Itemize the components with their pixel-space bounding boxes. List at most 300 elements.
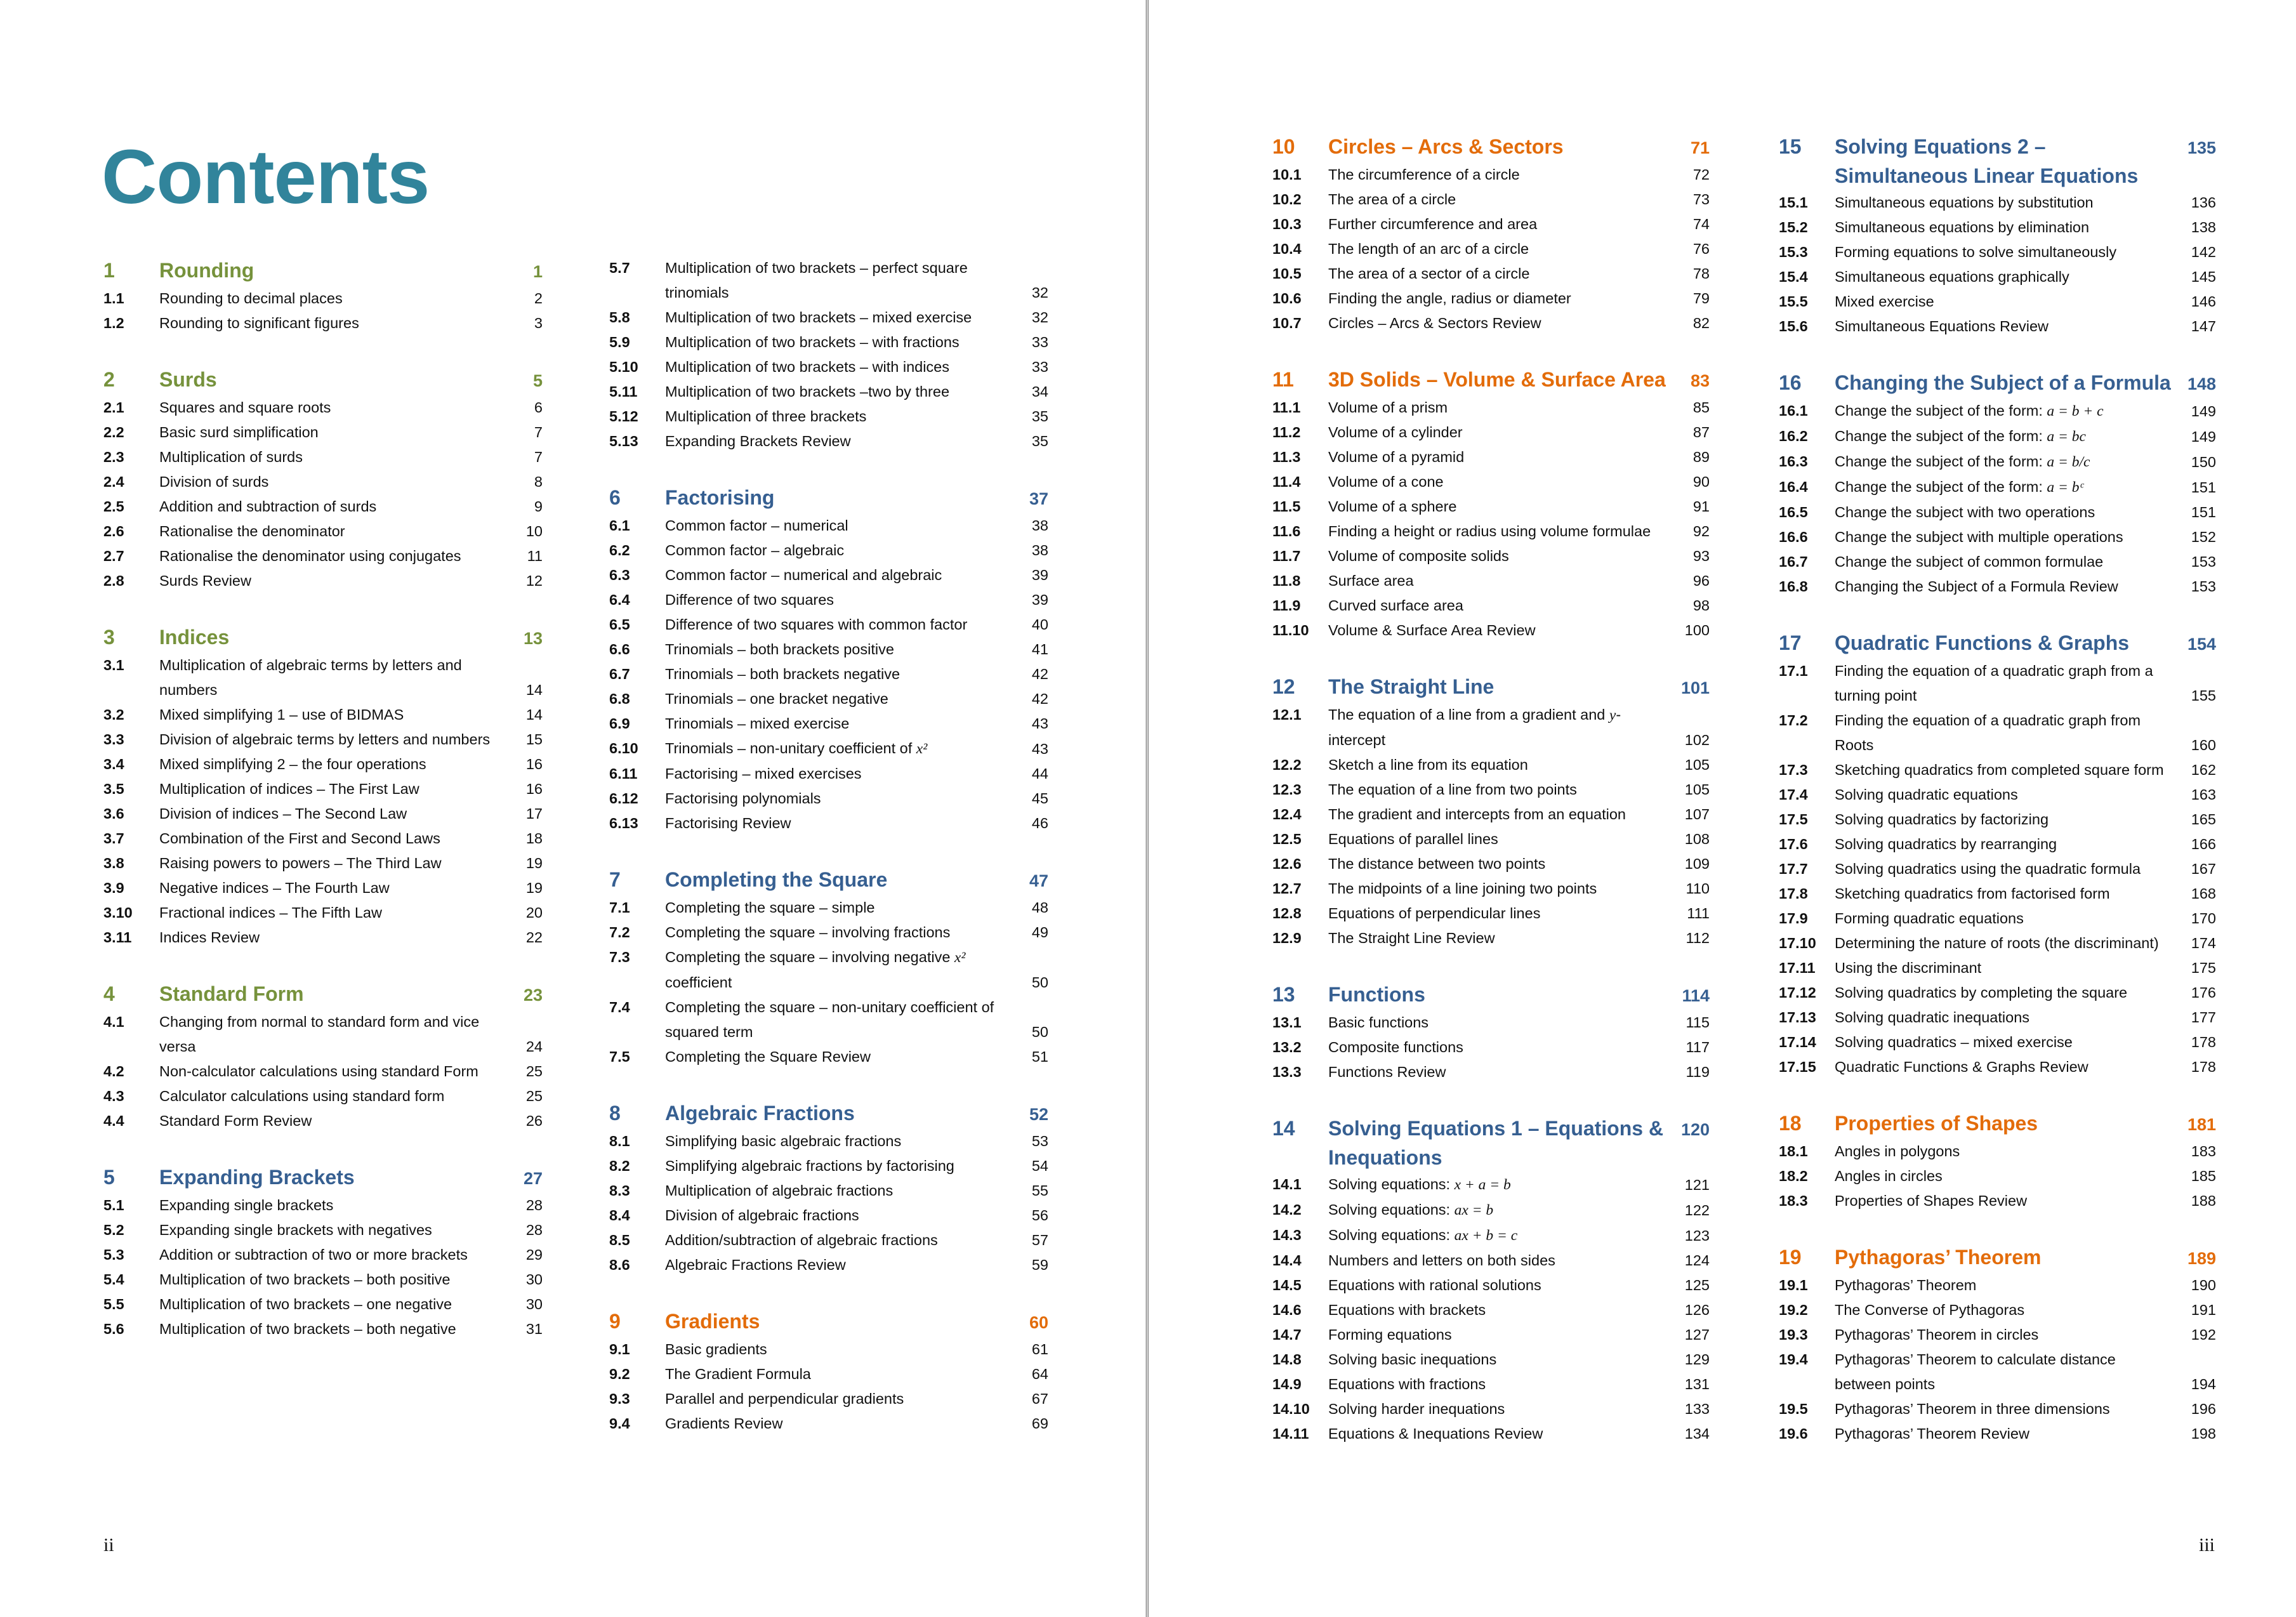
entry-title [665,355,1010,380]
entry-title [1835,190,2178,215]
toc-entry[interactable] [1272,544,1710,569]
toc-entry[interactable] [103,777,543,802]
chapter-heading[interactable] [1272,1114,1710,1172]
toc-entry[interactable] [1272,1422,1710,1446]
toc-entry[interactable] [103,1267,543,1292]
entry-number: 11.2 [1272,424,1301,440]
toc-entry[interactable] [1272,395,1710,420]
chapter-heading[interactable] [609,1307,1048,1337]
entry-title-text: Rounding to decimal places [159,290,343,307]
entry-number: 15.6 [1779,318,1808,334]
toc-entry[interactable] [1779,399,2216,424]
toc-entry[interactable] [1779,1298,2216,1323]
entry-page-number: 11 [527,548,543,564]
chapter-heading[interactable] [609,865,1048,895]
toc-entry[interactable] [609,1129,1048,1154]
entry-title-text: Common factor – algebraic [665,542,845,558]
entry-title-text: Indices Review [159,929,260,946]
chapter-title: Rounding [159,259,254,282]
toc-entry[interactable] [1779,832,2216,857]
entry-title [159,1109,505,1133]
toc-entry[interactable] [609,1154,1048,1178]
toc-entry[interactable] [1779,1422,2216,1446]
entry-number: 4.2 [103,1063,124,1079]
toc-entry[interactable] [103,1109,543,1133]
entry-title-text: Completing the Square Review [665,1048,871,1065]
toc-entry[interactable] [1779,550,2216,574]
toc-entry[interactable] [1779,956,2216,980]
entry-title [1835,906,2178,931]
chapter-heading[interactable] [609,1099,1048,1129]
toc-entry[interactable] [103,420,543,445]
toc-entry[interactable] [1779,289,2216,314]
entry-number: 11.9 [1272,597,1301,614]
toc-entry[interactable] [1779,1397,2216,1422]
toc-entry[interactable] [609,920,1048,945]
entry-title [665,305,1010,330]
entry-title [665,330,1010,355]
toc-entry[interactable] [103,544,543,569]
toc-entry[interactable] [609,786,1048,811]
toc-entry[interactable] [609,637,1048,662]
toc-entry[interactable] [1272,519,1710,544]
entry-title [665,1387,1010,1411]
entry-number: 3.4 [103,756,124,772]
entry-page-number: 100 [1684,622,1710,638]
toc-entry[interactable] [103,876,543,901]
entry-title-text: Multiplication of two brackets – with indices [665,359,950,375]
entry-title [159,1317,505,1342]
chapter-heading[interactable] [103,365,543,395]
toc-entry[interactable] [1272,1298,1710,1323]
entry-page-number: 185 [2191,1168,2216,1184]
entry-number: 6.3 [609,567,630,583]
toc-entry[interactable] [1272,569,1710,593]
toc-entry[interactable] [1272,1372,1710,1397]
entry-page-number: 7 [534,424,543,440]
toc-entry[interactable] [609,305,1048,330]
entry-title-text: Surds Review [159,572,251,589]
toc-entry[interactable] [609,256,1048,305]
entry-page-number: 122 [1684,1202,1710,1218]
toc-entry[interactable] [103,395,543,420]
toc-entry[interactable] [1272,753,1710,777]
entry-title [1328,162,1672,187]
entry-title-text: Raising powers to powers – The Third Law [159,855,442,871]
toc-entry[interactable] [103,1193,543,1218]
toc-entry[interactable] [103,925,543,950]
entry-title [665,945,1010,995]
toc-entry[interactable] [103,311,543,336]
entry-page-number: 42 [1031,666,1048,682]
chapter-heading[interactable] [103,256,543,286]
toc-entry[interactable] [1272,261,1710,286]
toc-entry[interactable] [609,538,1048,563]
entry-number: 14.9 [1272,1376,1302,1392]
chapter-section [103,365,543,593]
toc-entry[interactable] [1779,1164,2216,1189]
toc-entry[interactable] [609,588,1048,612]
entry-title-text: Solving quadratics by completing the square [1835,984,2128,1001]
chapter-heading[interactable] [1779,368,2216,399]
entry-page-number: 54 [1031,1158,1048,1174]
chapter-heading[interactable] [103,623,543,653]
toc-entry[interactable] [609,711,1048,736]
toc-entry[interactable] [1272,593,1710,618]
entry-title [159,777,505,802]
toc-entry[interactable] [609,330,1048,355]
toc-entry[interactable] [1272,445,1710,470]
toc-entry[interactable] [103,703,543,727]
toc-entry[interactable] [1272,1273,1710,1298]
toc-entry[interactable] [103,1243,543,1267]
entry-title-text: Multiplication of surds [159,449,303,465]
toc-entry[interactable] [103,445,543,470]
entry-title [665,1228,1010,1253]
entry-number: 9.2 [609,1366,630,1382]
entry-number: 5.2 [103,1222,124,1238]
toc-entry[interactable] [103,901,543,925]
entry-title [159,519,505,544]
entry-title [159,1243,505,1267]
chapter-title: The Straight Line [1328,675,1494,698]
entry-page-number: 18 [525,830,543,847]
entry-number: 17.4 [1779,786,1808,803]
entry-title [1328,1347,1672,1372]
entry-page-number: 198 [2191,1425,2216,1442]
entry-number: 16.8 [1779,578,1808,595]
entry-page-number: 121 [1684,1177,1710,1193]
toc-entry[interactable] [609,662,1048,687]
chapter-heading[interactable] [1272,672,1710,703]
toc-entry[interactable] [103,1084,543,1109]
toc-entry[interactable] [1779,574,2216,599]
toc-entry[interactable] [1779,881,2216,906]
toc-entry[interactable] [1272,1347,1710,1372]
toc-entry[interactable] [1272,162,1710,187]
chapter-title: Properties of Shapes [1835,1112,2038,1135]
entry-title [1328,1035,1672,1060]
toc-entry[interactable] [1779,500,2216,525]
entry-title-text: Further circumference and area [1328,216,1538,232]
entry-title [665,1178,1010,1203]
toc-entry[interactable] [1779,240,2216,265]
toc-entry[interactable] [1779,475,2216,500]
chapter-section [609,865,1048,1069]
entry-number: 11.3 [1272,449,1301,465]
chapter-heading[interactable] [1272,365,1710,395]
toc-entry[interactable] [1272,286,1710,311]
toc-entry[interactable] [609,895,1048,920]
toc-entry[interactable] [1779,857,2216,881]
entry-title-text: Sketching quadratics from completed square form [1835,762,2164,778]
toc-entry[interactable] [1272,777,1710,802]
toc-entry[interactable] [1272,470,1710,494]
toc-entry[interactable] [1779,1139,2216,1164]
entry-title [159,802,505,826]
toc-entry[interactable] [1272,1035,1710,1060]
chapter-heading[interactable] [609,483,1048,513]
chapter-number: 12 [1272,675,1295,698]
toc-entry[interactable] [609,1253,1048,1277]
toc-entry[interactable] [1272,1323,1710,1347]
toc-entry[interactable] [1779,1055,2216,1079]
toc-entry[interactable] [103,1218,543,1243]
toc-entry[interactable] [103,851,543,876]
entry-page-number: 165 [2191,811,2216,828]
toc-entry[interactable] [1272,1060,1710,1085]
toc-entry[interactable] [1272,1397,1710,1422]
entry-number: 4.3 [103,1088,124,1104]
toc-entry[interactable] [1272,1223,1710,1248]
entry-number: 5.9 [609,334,630,350]
chapter-page-number: 189 [2187,1249,2216,1268]
entry-page-number: 55 [1031,1182,1048,1199]
toc-entry[interactable] [1779,1323,2216,1347]
entry-title [665,1337,1010,1362]
entry-title [665,1362,1010,1387]
toc-entry[interactable] [1779,525,2216,550]
entry-title [1328,1298,1672,1323]
entry-title-text: Mixed simplifying 1 – use of BIDMAS [159,706,404,723]
entry-title [159,653,505,703]
entry-number: 19.3 [1779,1326,1808,1343]
chapter-heading[interactable] [103,979,543,1010]
entry-title [159,311,505,336]
toc-entry[interactable] [1272,827,1710,852]
toc-entry[interactable] [1779,449,2216,475]
toc-entry[interactable] [609,687,1048,711]
entry-title-text: Pythagoras’ Theorem in three dimensions [1835,1401,2110,1417]
entry-title-text: Change the subject of common formulae [1835,553,2104,570]
entry-title-text: Sketch a line from its equation [1328,756,1528,773]
chapter-page-number: 181 [2187,1115,2216,1134]
entry-title [1328,901,1672,926]
entry-page-number: 105 [1684,781,1710,798]
toc-entry[interactable] [609,1045,1048,1069]
chapter-number: 19 [1779,1246,1802,1269]
entry-number: 10.6 [1272,290,1302,307]
chapter-section [1272,1114,1710,1446]
entry-page-number: 9 [534,498,543,515]
toc-entry[interactable] [1272,494,1710,519]
toc-entry[interactable] [103,1010,543,1059]
toc-column-2 [609,256,1048,1465]
entry-page-number: 33 [1031,334,1048,350]
toc-entry[interactable] [1272,420,1710,445]
toc-entry[interactable] [1779,708,2216,758]
toc-entry[interactable] [103,494,543,519]
entry-title-text: Simplifying basic algebraic fractions [665,1133,902,1149]
entry-title [1835,574,2178,599]
toc-entry[interactable] [609,1178,1048,1203]
toc-entry[interactable] [609,995,1048,1045]
entry-title-text: Changing the Subject of a Formula Review [1835,578,2118,595]
toc-entry[interactable] [103,802,543,826]
toc-entry[interactable] [609,429,1048,454]
entry-title-text: Solving quadratic equations [1835,786,2018,803]
toc-entry[interactable] [1779,1347,2216,1397]
page-number-right: iii [2199,1534,2215,1555]
entry-title [1328,470,1672,494]
entry-title-text: Pythagoras’ Theorem in circles [1835,1326,2039,1343]
entry-title-text: Trinomials – one bracket negative [665,690,888,707]
entry-title [665,429,1010,454]
entry-title-text: Change the subject of the form: [1835,428,2047,444]
toc-entry[interactable] [609,1203,1048,1228]
toc-entry[interactable] [609,380,1048,404]
toc-entry[interactable] [1272,1248,1710,1273]
toc-entry[interactable] [1779,980,2216,1005]
entry-number: 5.12 [609,408,638,425]
toc-entry[interactable] [103,519,543,544]
entry-math: a = b + c [2047,403,2104,419]
toc-entry[interactable] [1779,190,2216,215]
chapter-heading[interactable] [103,1163,543,1193]
toc-entry[interactable] [103,1317,543,1342]
toc-entry[interactable] [1272,852,1710,876]
toc-entry[interactable] [1779,1030,2216,1055]
toc-entry[interactable] [609,1228,1048,1253]
toc-entry[interactable] [1779,931,2216,956]
toc-entry[interactable] [103,569,543,593]
toc-entry[interactable] [1779,215,2216,240]
toc-entry[interactable] [1272,311,1710,336]
entry-number: 16.7 [1779,553,1808,570]
toc-entry[interactable] [103,1292,543,1317]
entry-title [159,901,505,925]
toc-entry[interactable] [103,1059,543,1084]
entry-page-number: 28 [525,1197,543,1213]
toc-entry[interactable] [1272,926,1710,951]
entry-title [665,380,1010,404]
toc-entry[interactable] [1272,802,1710,827]
entry-number: 14.5 [1272,1277,1302,1293]
chapter-heading[interactable] [1779,1109,2216,1139]
entry-number: 10.3 [1272,216,1302,232]
toc-entry[interactable] [103,470,543,494]
entry-number: 13.3 [1272,1064,1302,1080]
toc-entry[interactable] [609,1362,1048,1387]
toc-entry[interactable] [1779,1005,2216,1030]
toc-entry[interactable] [1779,314,2216,339]
entry-page-number: 19 [525,880,543,896]
toc-entry[interactable] [1272,876,1710,901]
entry-title [1328,1198,1672,1223]
entry-title [1835,500,2178,525]
toc-entry[interactable] [609,404,1048,429]
entry-number: 10.7 [1272,315,1302,331]
entry-math: y [1609,707,1616,723]
entry-page-number: 64 [1031,1366,1048,1382]
entry-number: 11.4 [1272,473,1301,490]
chapter-title: Solving Equations 2 – Simultaneous Linear Equations [1835,135,2139,187]
toc-entry[interactable] [609,355,1048,380]
toc-entry[interactable] [1272,1010,1710,1035]
toc-entry[interactable] [1272,237,1710,261]
toc-entry[interactable] [1272,1172,1710,1198]
toc-entry[interactable] [609,612,1048,637]
chapter-title: Solving Equations 1 – Equations & Inequations [1328,1117,1664,1169]
entry-number: 5.7 [609,260,630,276]
entry-title-text: The equation of a line from a gradient and [1328,706,1609,723]
toc-entry[interactable] [1272,618,1710,643]
entry-number: 2.3 [103,449,124,465]
toc-entry[interactable] [609,1411,1048,1436]
chapter-heading[interactable] [1779,132,2216,190]
entry-title-text: Pythagoras’ Theorem to calculate distance between points [1835,1351,2116,1392]
entry-page-number: 30 [525,1296,543,1312]
toc-entry[interactable] [1272,901,1710,926]
chapter-heading[interactable] [1272,132,1710,162]
toc-entry[interactable] [1779,758,2216,782]
toc-entry[interactable] [1779,782,2216,807]
toc-entry[interactable] [609,1337,1048,1362]
toc-entry[interactable] [609,513,1048,538]
toc-entry[interactable] [103,286,543,311]
toc-entry[interactable] [1779,1273,2216,1298]
chapter-section [1272,132,1710,336]
entry-page-number: 194 [2191,1376,2216,1392]
entry-title-text: Negative indices – The Fourth Law [159,880,390,896]
entry-number: 14.2 [1272,1201,1302,1218]
toc-entry[interactable] [1779,807,2216,832]
toc-entry[interactable] [1272,703,1710,753]
entry-number: 6.6 [609,641,630,657]
toc-entry[interactable] [1272,187,1710,212]
chapter-heading[interactable] [1779,1243,2216,1273]
toc-entry[interactable] [1779,659,2216,708]
toc-entry[interactable] [103,826,543,851]
entry-title-text: Mixed exercise [1835,293,1934,310]
entry-page-number: 44 [1031,765,1048,782]
toc-entry[interactable] [1272,1198,1710,1223]
toc-entry[interactable] [609,563,1048,588]
toc-entry[interactable] [609,811,1048,836]
entry-title-text: Basic gradients [665,1341,767,1357]
entry-title [1328,926,1672,951]
chapter-heading[interactable] [1272,980,1710,1010]
entry-math: a = bc [2047,428,2086,445]
entry-page-number: 146 [2191,293,2216,310]
toc-entry[interactable] [1779,906,2216,931]
toc-entry[interactable] [1779,424,2216,449]
entry-title [1328,395,1672,420]
entry-title-text: Difference of two squares with common factor [665,616,968,633]
toc-entry[interactable] [609,736,1048,762]
entry-title-text: Division of indices – The Second Law [159,805,407,822]
toc-entry[interactable] [1779,1189,2216,1213]
chapter-heading[interactable] [1779,628,2216,659]
toc-entry[interactable] [103,653,543,703]
entry-page-number: 138 [2191,219,2216,235]
chapter-title: Algebraic Fractions [665,1102,855,1125]
toc-entry[interactable] [103,752,543,777]
toc-entry[interactable] [609,762,1048,786]
toc-entry[interactable] [1272,212,1710,237]
toc-entry[interactable] [1779,265,2216,289]
entry-page-number: 150 [2191,454,2216,470]
entry-page-number: 111 [1687,905,1710,921]
toc-entry[interactable] [103,727,543,752]
entry-title-text: Equations with rational solutions [1328,1277,1541,1293]
toc-entry[interactable] [609,1387,1048,1411]
entry-title-text: Division of surds [159,473,269,490]
toc-entry[interactable] [609,945,1048,995]
entry-title [665,513,1010,538]
entry-title [1328,1422,1672,1446]
entry-page-number: 98 [1692,597,1710,614]
